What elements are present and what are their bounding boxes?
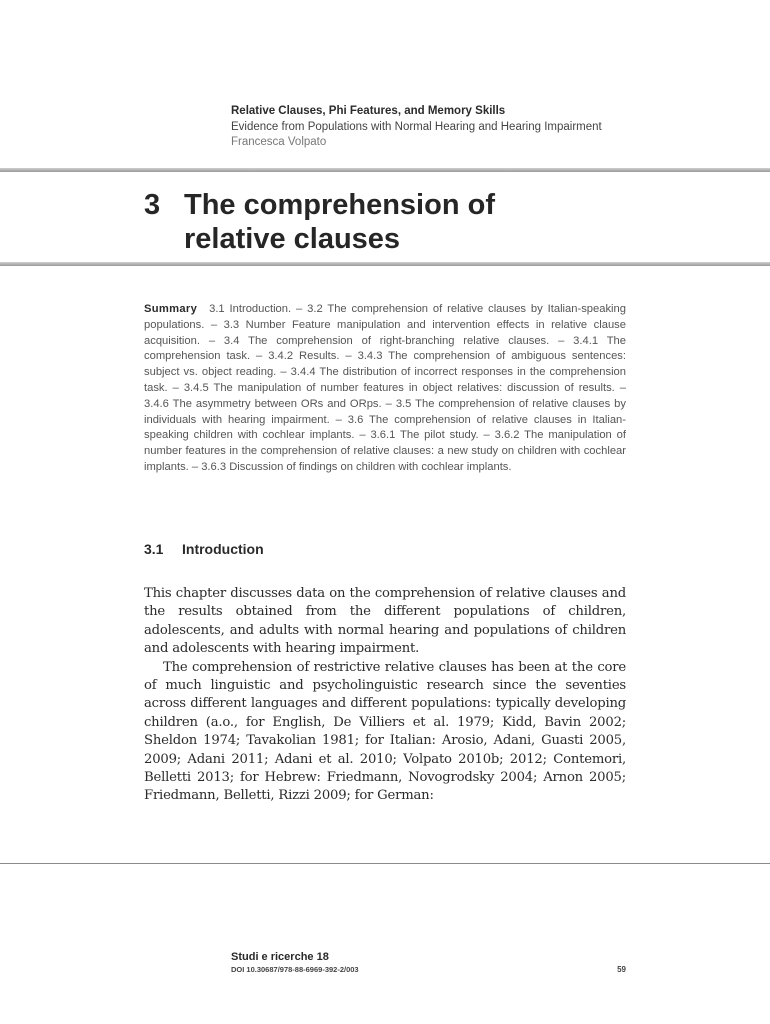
body-text xyxy=(144,585,626,806)
book-subtitle: Evidence from Populations with Normal Hearing and Hearing Impairment xyxy=(231,120,602,133)
author-name: Francesca Volpato xyxy=(231,136,327,148)
top-divider xyxy=(0,168,770,172)
chapter-number: 3 xyxy=(144,189,161,221)
chapter-divider xyxy=(0,262,770,266)
chapter-summary xyxy=(144,302,626,476)
running-head xyxy=(231,104,602,151)
paragraph: This chapter discusses data on the comprehension of relative clauses and the results obtained from the different populations of children, adolescents, and adults with normal hearing and populations of children and adolescents with hearing impairment. xyxy=(144,586,626,657)
footer-divider xyxy=(0,863,770,864)
footer-series: Studi e ricerche 18 xyxy=(231,951,329,963)
summary-text: 3.1 Introduction. – 3.2 The comprehension of relative clauses by Italian-speaking populations. – 3.3 Number Feature manipulation and intervention effects in relative clause acquisition. – 3.4 The comprehension of right-branching relative clauses. – 3.4.1 The comprehension task. – 3.4.2 Results. – 3.4.3 The comprehension of ambiguous sentences: subject vs. object reading. – 3.4.4 The distribution of incorrect responses in the comprehension task. – 3.4.5 The manipulation of number features in object relatives: discussion of results. – 3.4.6 The asymmetry between ORs and ORps. – 3.5 The comprehension of relative clauses by individuals with hearing impairment. – 3.6 The comprehension of relative clauses in Italian-speaking children with cochlear implants. – 3.6.1 The pilot study. – 3.6.2 The manipulation of number features in the comprehension of relative clauses: a new study on children with cochlear implants. – 3.6.3 Discussion of findings on children with cochlear implants. xyxy=(144,303,626,473)
summary-label: Summary xyxy=(144,303,198,315)
section-heading xyxy=(144,541,264,557)
section-number: 3.1 xyxy=(144,541,164,557)
page-number: 59 xyxy=(617,965,626,974)
paragraph: The comprehension of restrictive relative clauses has been at the core of much linguistic and psycholinguistic research since the seventies across different languages and different populations: typically developing children (a.o., for English, De Villiers et al. 1979; Kidd, Bavin 2002; Sheldon 1974; Tavakolian 1981; for Italian: Arosio, Adani, Guasti 2005, 2009; Adani 2011; Adani et al. 2010; Volpato 2010b; 2012; Contemori, Belletti 2013; for Hebrew: Friedmann, Novogrodsky 2004; Arnon 2005; Friedmann, Belletti, Rizzi 2009; for German: xyxy=(144,659,626,804)
section-title: Introduction xyxy=(182,541,264,557)
chapter-title: The comprehension of relative clauses xyxy=(184,189,495,255)
book-title: Relative Clauses, Phi Features, and Memory Skills xyxy=(231,105,506,117)
footer-doi: DOI 10.30687/978-88-6969-392-2/003 xyxy=(231,965,359,974)
